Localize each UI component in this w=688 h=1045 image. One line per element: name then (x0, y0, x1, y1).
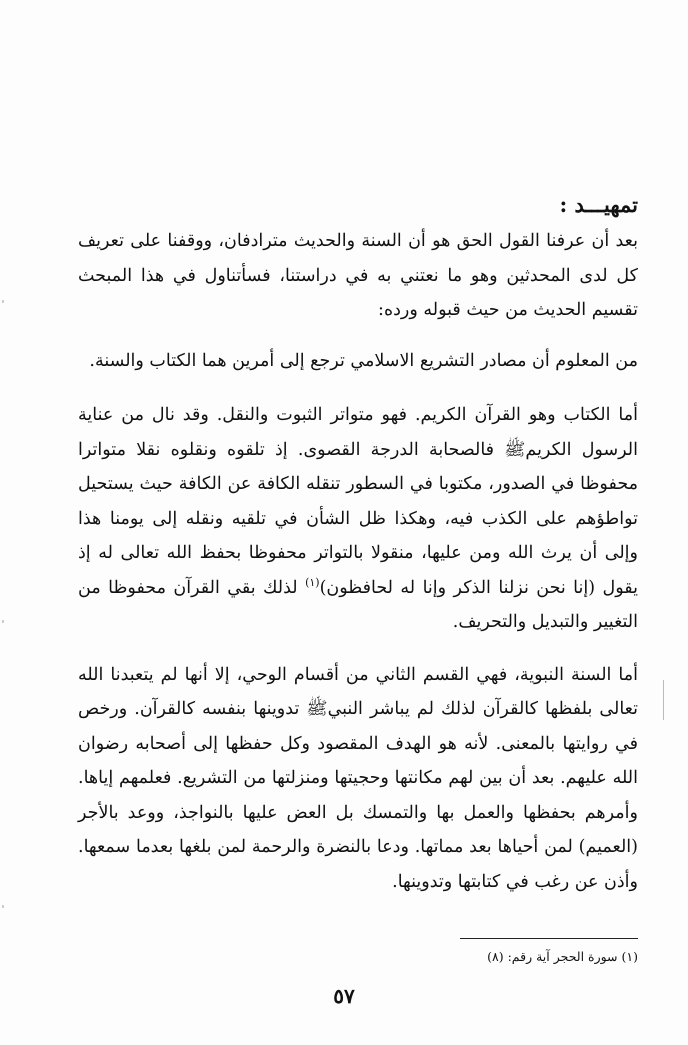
page-body (78, 190, 638, 899)
paragraph-intro: بعد أن عرفنا القول الحق هو أن السنة والحديث مترادفان، ووقفنا على تعريف كل لدى المحدثين وهو ما نعتني به في دراستنا، فسأتناول في هذا المبحث تقسيم الحديث من حيث قبوله ورده: (78, 231, 638, 320)
paragraph-sunnah: أما السنة النبوية، فهي القسم الثاني من أقسام الوحي، إلا أنها لم يتعبدنا الله تعالى بلفظها كالقرآن لذلك لم يباشر النبيﷺ تدوينها بنفسه كالقرآن. ورخص في روايتها بالمعنى. لأنه هو الهدف المقصود وكل حفظها إلى أصحابه رضوان الله عليهم. بعد أن بين لهم مكانتها وحجيتها ومنزلتها من التشريع. فعلمهم إياها. وأمرهم بحفظها والعمل بها والتمسك بل العض عليها بالنواجذ، ووعد بالأجر (العميم) لمن أحياها بعد مماتها. ودعا بالنضرة والرحمة لمن بلغها بعدما سمعها. وأذن عن رغب في كتابتها وتدوينها. (78, 664, 638, 892)
paragraph-quran (78, 398, 638, 640)
section-heading: تمهيـــد : (559, 192, 638, 217)
footnote-reference[interactable]: (١) (305, 575, 320, 589)
scan-edge-speck (2, 905, 4, 908)
scan-edge-speck (2, 300, 4, 303)
scan-margin-mark (663, 680, 664, 720)
footnote-text: (١) سورة الحجر آية رقم: (٨) (487, 949, 638, 964)
paragraph-quran-text: أما الكتاب وهو القرآن الكريم. فهو متواتر الثبوت والنقل. وقد نال من عناية الرسول الكريمﷺ فالصحابة الدرجة القصوى. إذ تلقوه ونقلوه نقلا متواترا محفوظا في الصدور، مكتوبا في السطور تنقله الكافة عن الكافة حيث يستحيل تواطؤهم على الكذب فيه، وهكذا ظل الشأن في تلقيه ونقله إلى يومنا هذا وإلى أن يرث الله ومن عليها، منقولا بالتواتر محفوظا بحفظ الله تعالى له إذ يقول (إنا نحن نزلنا الذكر وإنا له لحافظون) (78, 405, 638, 598)
paragraph-sources: من المعلوم أن مصادر التشريع الاسلامي ترجع إلى أمرين هما الكتاب والسنة. (89, 350, 638, 371)
scan-edge-speck (2, 620, 4, 623)
page-number: ٥٧ (333, 984, 355, 1008)
paragraph-quran-tail: لذلك بقي القرآن محفوظا من التغيير والتبديل والتحريف. (78, 577, 638, 632)
footnote-separator (460, 938, 638, 939)
